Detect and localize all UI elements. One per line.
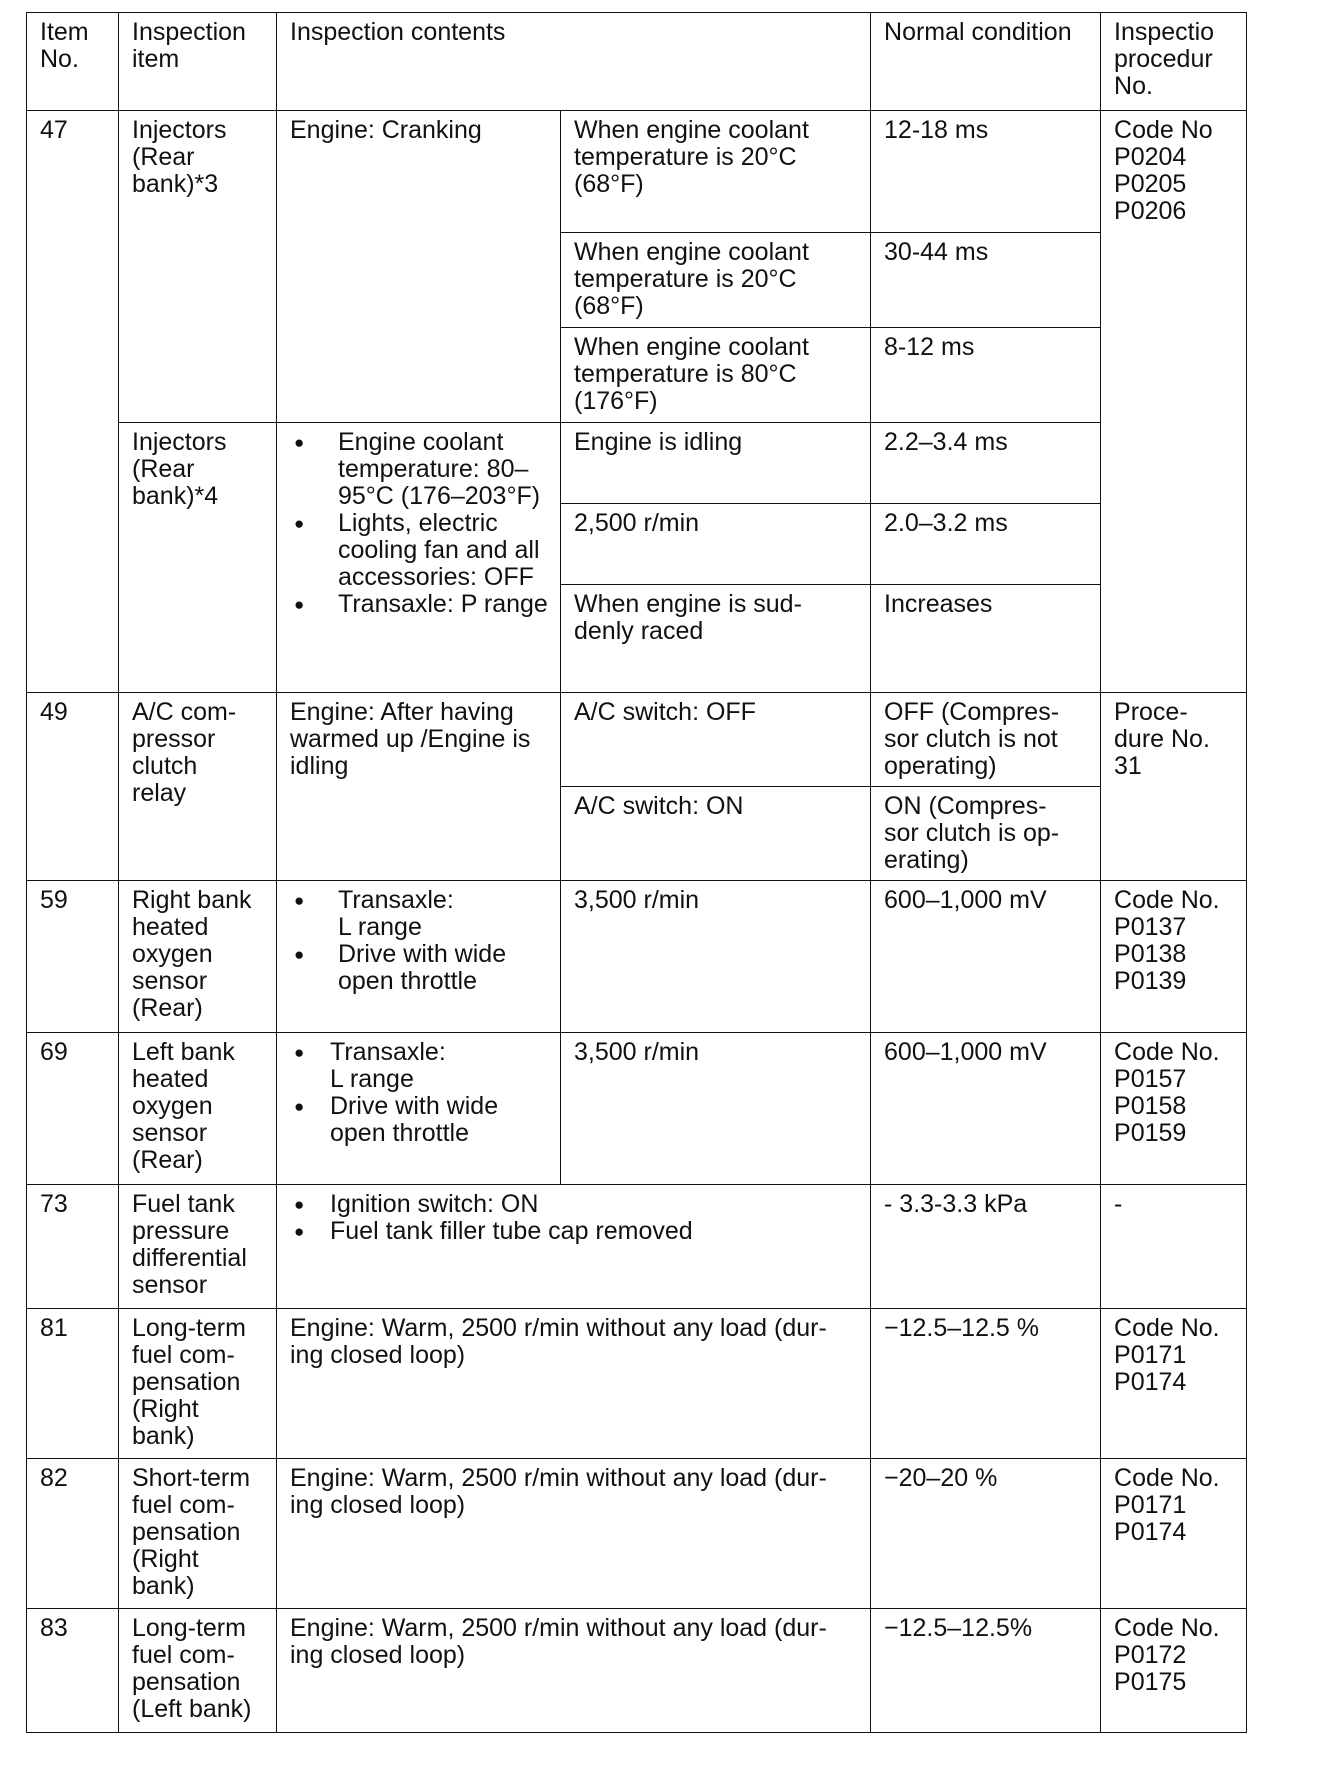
header-inspection-contents: Inspection contents	[277, 13, 871, 111]
list-item: ● Lights, electric cooling fan and all accessories: OFF	[290, 510, 548, 591]
condition-cell: When engine coolant temperature is 20°C (68°F)	[561, 111, 871, 233]
inspection-item-cell: Left bank heated oxygen sensor (Rear)	[119, 1033, 277, 1185]
normal-condition-cell: −12.5–12.5 %	[871, 1309, 1101, 1459]
inspection-item-cell: Injectors (Rear bank)*4	[119, 423, 277, 693]
list-item: ● Drive with wide open throttle	[290, 941, 548, 995]
header-inspection-item: Inspection item	[119, 13, 277, 111]
inspection-contents-cell	[277, 1033, 561, 1185]
normal-condition-cell: Increases	[871, 585, 1101, 693]
table-row	[27, 1609, 1247, 1733]
item-no-cell: 83	[27, 1609, 119, 1733]
table-row	[27, 1033, 1247, 1185]
table-row	[27, 1185, 1247, 1309]
normal-condition-cell: 12-18 ms	[871, 111, 1101, 233]
inspection-contents-cell: Engine: After having warmed up /Engine is idling	[277, 693, 561, 881]
condition-cell: When engine coolant temperature is 80°C (176°F)	[561, 328, 871, 423]
table-row	[27, 881, 1247, 1033]
header-procedure-no: Inspectio procedur No.	[1101, 13, 1247, 111]
normal-condition-cell: OFF (Compres- sor clutch is not operating)	[871, 693, 1101, 787]
table-row	[27, 693, 1247, 787]
condition-list	[290, 887, 548, 995]
inspection-sheet	[26, 12, 1246, 1733]
item-no-cell: 47	[27, 111, 119, 693]
normal-condition-cell: 2.0–3.2 ms	[871, 504, 1101, 585]
inspection-item-cell: Injectors (Rear bank)*3	[119, 111, 277, 423]
procedure-cell: Code No P0204 P0205 P0206	[1101, 111, 1247, 693]
procedure-cell: Proce- dure No. 31	[1101, 693, 1247, 881]
item-no-cell: 81	[27, 1309, 119, 1459]
condition-cell: When engine is sud- denly raced	[561, 585, 871, 693]
normal-condition-cell: 2.2–3.4 ms	[871, 423, 1101, 504]
inspection-contents-cell	[277, 881, 561, 1033]
condition-cell: A/C switch: OFF	[561, 693, 871, 787]
inspection-contents-cell	[277, 423, 561, 693]
condition-cell: Engine is idling	[561, 423, 871, 504]
normal-condition-cell: 8-12 ms	[871, 328, 1101, 423]
normal-condition-cell: 600–1,000 mV	[871, 1033, 1101, 1185]
list-item: ● Transaxle: L range	[290, 1039, 548, 1093]
table-header-row	[27, 13, 1247, 111]
inspection-contents-cell: Engine: Warm, 2500 r/min without any load (dur- ing closed loop)	[277, 1459, 871, 1609]
normal-condition-cell: 600–1,000 mV	[871, 881, 1101, 1033]
normal-condition-cell: −12.5–12.5%	[871, 1609, 1101, 1733]
list-item: ● Fuel tank filler tube cap removed	[290, 1218, 858, 1245]
condition-cell: 3,500 r/min	[561, 881, 871, 1033]
inspection-contents-cell: Engine: Cranking	[277, 111, 561, 423]
inspection-item-cell: Fuel tank pressure differential sensor	[119, 1185, 277, 1309]
list-item: ● Transaxle: P range	[290, 591, 548, 618]
table-row	[27, 423, 1247, 504]
condition-cell: 2,500 r/min	[561, 504, 871, 585]
item-no-cell: 69	[27, 1033, 119, 1185]
item-no-cell: 82	[27, 1459, 119, 1609]
inspection-item-cell: A/C com- pressor clutch relay	[119, 693, 277, 881]
normal-condition-cell: 30-44 ms	[871, 233, 1101, 328]
header-item-no: Item No.	[27, 13, 119, 111]
normal-condition-cell: −20–20 %	[871, 1459, 1101, 1609]
item-no-cell: 73	[27, 1185, 119, 1309]
condition-cell: When engine coolant temperature is 20°C (68°F)	[561, 233, 871, 328]
procedure-cell: Code No. P0137 P0138 P0139	[1101, 881, 1247, 1033]
list-item: ● Transaxle: L range	[290, 887, 548, 941]
inspection-item-cell: Long-term fuel com- pensation (Left bank)	[119, 1609, 277, 1733]
condition-cell: A/C switch: ON	[561, 787, 871, 881]
item-no-cell: 49	[27, 693, 119, 881]
normal-condition-cell: - 3.3-3.3 kPa	[871, 1185, 1101, 1309]
list-item: ● Drive with wide open throttle	[290, 1093, 548, 1147]
inspection-item-cell: Right bank heated oxygen sensor (Rear)	[119, 881, 277, 1033]
procedure-cell: Code No. P0157 P0158 P0159	[1101, 1033, 1247, 1185]
table-row	[27, 1459, 1247, 1609]
list-item: ● Engine coolant temperature: 80–95°C (176–203°F)	[290, 429, 548, 510]
condition-list	[290, 1039, 548, 1147]
table-row	[27, 1309, 1247, 1459]
inspection-contents-cell	[277, 1185, 871, 1309]
procedure-cell: Code No. P0171 P0174	[1101, 1459, 1247, 1609]
condition-cell: 3,500 r/min	[561, 1033, 871, 1185]
list-item: ● Ignition switch: ON	[290, 1191, 858, 1218]
inspection-contents-cell: Engine: Warm, 2500 r/min without any load (dur- ing closed loop)	[277, 1309, 871, 1459]
header-normal-condition: Normal condition	[871, 13, 1101, 111]
normal-condition-cell: ON (Compres- sor clutch is op- erating)	[871, 787, 1101, 881]
procedure-cell: Code No. P0172 P0175	[1101, 1609, 1247, 1733]
table-row	[27, 111, 1247, 233]
inspection-item-cell: Short-term fuel com- pensation (Right bank)	[119, 1459, 277, 1609]
procedure-cell: Code No. P0171 P0174	[1101, 1309, 1247, 1459]
procedure-cell: -	[1101, 1185, 1247, 1309]
condition-list	[290, 1191, 858, 1245]
inspection-item-cell: Long-term fuel com- pensation (Right bank)	[119, 1309, 277, 1459]
inspection-contents-cell: Engine: Warm, 2500 r/min without any load (dur- ing closed loop)	[277, 1609, 871, 1733]
item-no-cell: 59	[27, 881, 119, 1033]
condition-list	[290, 429, 548, 618]
inspection-table	[26, 12, 1247, 1733]
